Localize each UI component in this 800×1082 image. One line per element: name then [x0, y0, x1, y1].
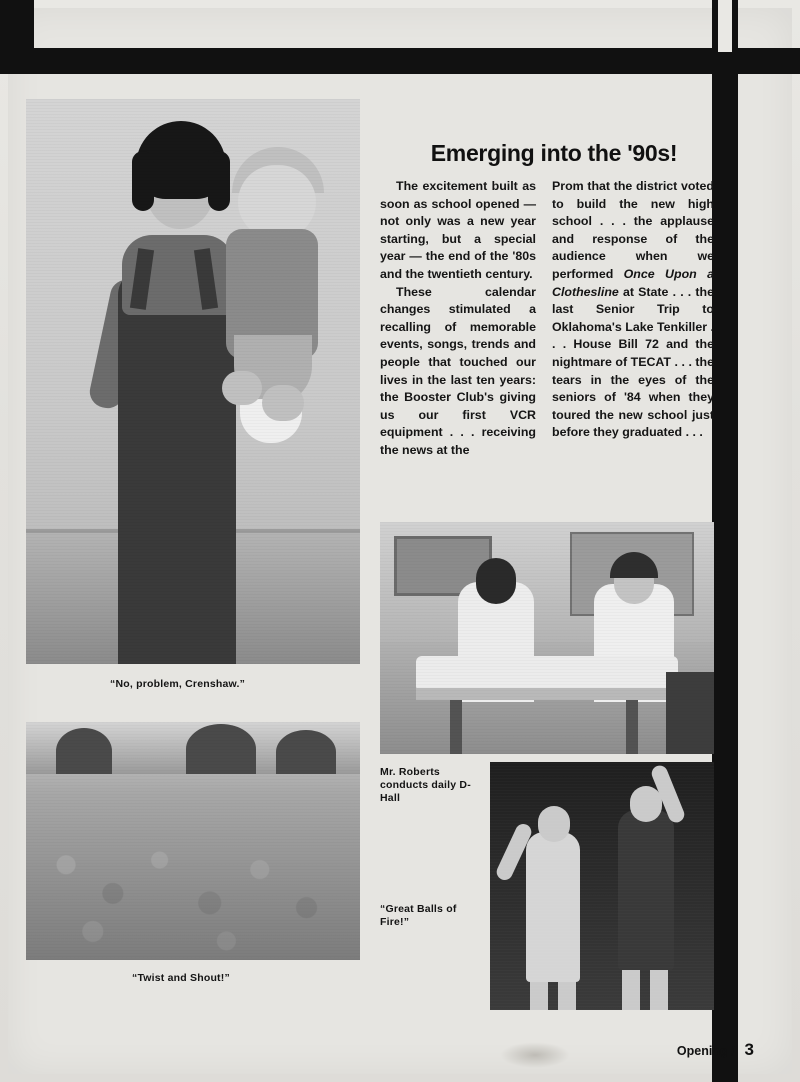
article-column-right [552, 178, 714, 442]
caption-photo-crowd: “Twist and Shout!” [132, 972, 230, 984]
page-folio [677, 1040, 754, 1060]
photo-dhall [380, 522, 714, 754]
photo-dancers [490, 762, 714, 1010]
article-paragraph-1: The excitement built as soon as school opened — not only was a new year starting, but a special year — the end of the '80s and the twentieth century. [380, 179, 536, 281]
caption-photo-dhall: Mr. Roberts conducts daily D-Hall [380, 766, 471, 804]
page-headline: Emerging into the '90s! [430, 140, 678, 166]
caption-photo-dancers: “Great Balls of Fire!” [380, 903, 457, 928]
article-text-pre: Prom that the district voted to build the new high school . . . the applause and response of the audience when we performed [552, 179, 714, 281]
folio-number: 3 [744, 1040, 754, 1059]
article-text-post: at State . . . the last Senior Trip to Oklahoma's Lake Tenkiller . . . House Bill 72 and the nightmare of TECAT . . . the tears in the eyes of the seniors of '84 when they toured the new school just before they graduated . . . [552, 284, 714, 440]
photo-teacher [26, 99, 360, 664]
article-paragraph-3 [552, 178, 714, 442]
paper-smudge [500, 1042, 570, 1068]
article-title-italic: Once Upon a Clothesline [552, 266, 714, 299]
folio-label: Opening / [676, 1044, 735, 1058]
photo-crowd [26, 722, 360, 960]
caption-photo-teacher: “No, problem, Crenshaw.” [110, 678, 246, 690]
article-paragraph-2: These calendar changes stimulated a recalling of memorable events, songs, trends and people that touched our lives in the last ten years: the Booster Club's giving us our first VCR equipment . . . receiving the news at the [380, 284, 536, 457]
article-column-left [380, 178, 536, 460]
